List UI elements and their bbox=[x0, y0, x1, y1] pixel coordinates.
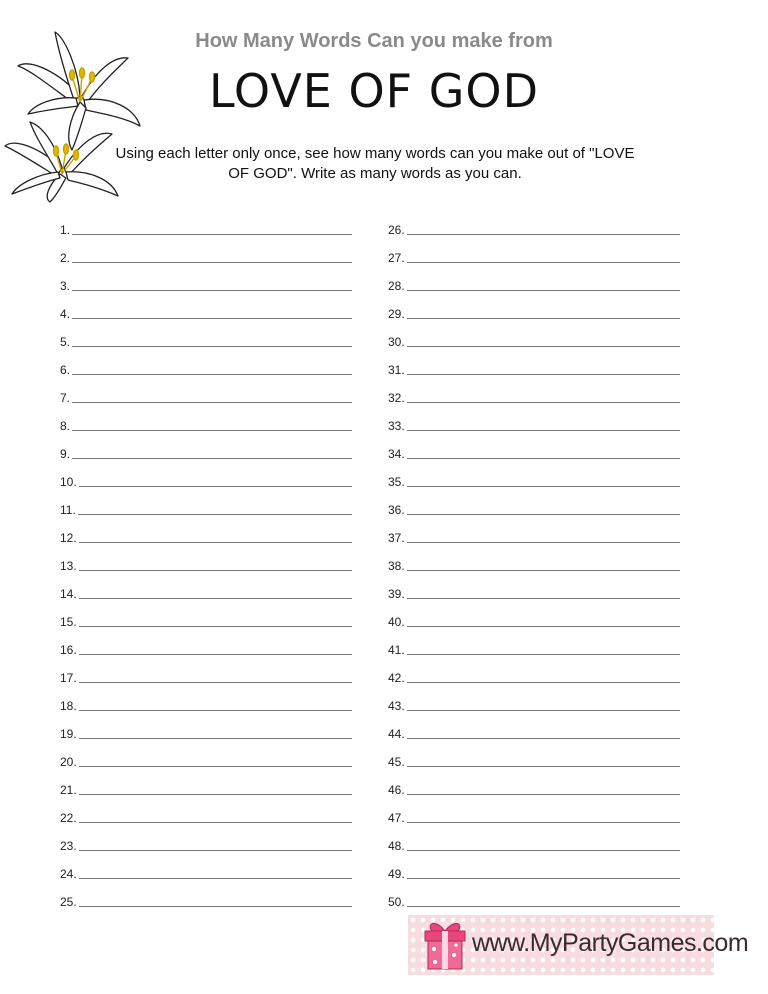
answer-number: 4. bbox=[60, 307, 71, 321]
answer-line[interactable] bbox=[79, 737, 352, 739]
answer-line[interactable] bbox=[407, 345, 680, 347]
answer-row bbox=[388, 406, 680, 434]
answer-number: 6. bbox=[60, 363, 71, 377]
answer-line[interactable] bbox=[79, 681, 352, 683]
answer-line[interactable] bbox=[407, 905, 680, 907]
answer-number: 12. bbox=[60, 531, 77, 545]
answer-line[interactable] bbox=[407, 541, 680, 543]
answer-number: 17. bbox=[60, 671, 77, 685]
answer-line[interactable] bbox=[407, 653, 680, 655]
answer-number: 37. bbox=[388, 531, 405, 545]
answer-row bbox=[388, 490, 680, 518]
answer-line[interactable] bbox=[407, 569, 680, 571]
answer-number: 47. bbox=[388, 811, 405, 825]
answer-number: 19. bbox=[60, 727, 77, 741]
answer-row bbox=[388, 462, 680, 490]
page-title: LOVE OF GOD bbox=[208, 64, 540, 118]
answer-row bbox=[388, 658, 680, 686]
answer-line[interactable] bbox=[407, 429, 680, 431]
answer-row bbox=[388, 854, 680, 882]
answer-line[interactable] bbox=[79, 597, 352, 599]
answer-row bbox=[60, 798, 352, 826]
answer-number: 1. bbox=[60, 223, 71, 237]
answer-row bbox=[60, 294, 352, 322]
answer-row bbox=[388, 574, 680, 602]
answer-number: 31. bbox=[388, 363, 405, 377]
answer-line[interactable] bbox=[79, 849, 352, 851]
answer-number: 45. bbox=[388, 755, 405, 769]
answer-number: 27. bbox=[388, 251, 405, 265]
answer-number: 46. bbox=[388, 783, 405, 797]
answer-number: 39. bbox=[388, 587, 405, 601]
answer-number: 8. bbox=[60, 419, 71, 433]
answer-number: 9. bbox=[60, 447, 71, 461]
answer-line[interactable] bbox=[407, 457, 680, 459]
answer-row bbox=[388, 602, 680, 630]
answer-row bbox=[388, 770, 680, 798]
answer-number: 25. bbox=[60, 895, 77, 909]
answer-row bbox=[388, 686, 680, 714]
answer-line[interactable] bbox=[78, 513, 352, 515]
answer-line[interactable] bbox=[79, 821, 352, 823]
answer-row bbox=[60, 434, 352, 462]
answer-line[interactable] bbox=[407, 373, 680, 375]
answer-row bbox=[388, 322, 680, 350]
answer-row bbox=[388, 378, 680, 406]
answer-line[interactable] bbox=[79, 877, 352, 879]
answer-line[interactable] bbox=[407, 765, 680, 767]
answer-line[interactable] bbox=[79, 765, 352, 767]
answer-line[interactable] bbox=[407, 261, 680, 263]
answer-line[interactable] bbox=[407, 681, 680, 683]
answer-row bbox=[60, 518, 352, 546]
answer-line[interactable] bbox=[407, 849, 680, 851]
page-heading: How Many Words Can you make from bbox=[195, 30, 553, 52]
answer-row bbox=[60, 406, 352, 434]
answer-row bbox=[60, 686, 352, 714]
answer-row bbox=[60, 574, 352, 602]
answer-line[interactable] bbox=[72, 233, 352, 235]
answer-line[interactable] bbox=[79, 485, 352, 487]
answer-row bbox=[60, 826, 352, 854]
answer-row bbox=[60, 630, 352, 658]
answer-number: 10. bbox=[60, 475, 77, 489]
answer-line[interactable] bbox=[72, 429, 352, 431]
answer-line[interactable] bbox=[79, 793, 352, 795]
answer-row bbox=[388, 238, 680, 266]
answer-row bbox=[60, 350, 352, 378]
answer-line[interactable] bbox=[72, 317, 352, 319]
answer-number: 18. bbox=[60, 699, 77, 713]
gift-box-icon bbox=[420, 917, 470, 973]
answer-number: 35. bbox=[388, 475, 405, 489]
instructions-text: Using each letter only once, see how many words can you make out of "LOVE OF GOD". Write as many words as you can. bbox=[115, 145, 635, 182]
answer-number: 41. bbox=[388, 643, 405, 657]
answer-number: 13. bbox=[60, 559, 77, 573]
answer-number: 36. bbox=[388, 503, 405, 517]
answer-number: 43. bbox=[388, 699, 405, 713]
answer-line[interactable] bbox=[407, 513, 680, 515]
answer-line[interactable] bbox=[79, 569, 352, 571]
answer-number: 34. bbox=[388, 447, 405, 461]
answer-line[interactable] bbox=[72, 261, 352, 263]
answer-row bbox=[388, 882, 680, 910]
answer-line[interactable] bbox=[407, 737, 680, 739]
answer-row bbox=[60, 658, 352, 686]
answer-row bbox=[60, 770, 352, 798]
answer-line[interactable] bbox=[72, 457, 352, 459]
answer-number: 24. bbox=[60, 867, 77, 881]
answer-line[interactable] bbox=[407, 485, 680, 487]
answer-row bbox=[388, 518, 680, 546]
answer-line[interactable] bbox=[407, 289, 680, 291]
answer-column-left bbox=[60, 210, 352, 910]
answer-number: 30. bbox=[388, 335, 405, 349]
answer-line[interactable] bbox=[79, 541, 352, 543]
answer-line[interactable] bbox=[79, 653, 352, 655]
answer-column-right bbox=[388, 210, 680, 910]
answer-number: 5. bbox=[60, 335, 71, 349]
answer-line[interactable] bbox=[407, 625, 680, 627]
answer-line[interactable] bbox=[407, 401, 680, 403]
answer-line[interactable] bbox=[79, 709, 352, 711]
answer-number: 42. bbox=[388, 671, 405, 685]
answer-row bbox=[60, 602, 352, 630]
answer-row bbox=[60, 462, 352, 490]
answer-row bbox=[388, 630, 680, 658]
answer-row bbox=[60, 238, 352, 266]
website-link[interactable]: www.MyPartyGames.com bbox=[472, 929, 749, 957]
answer-row bbox=[60, 854, 352, 882]
answer-line[interactable] bbox=[407, 233, 680, 235]
answer-number: 28. bbox=[388, 279, 405, 293]
answer-number: 50. bbox=[388, 895, 405, 909]
answer-row bbox=[388, 714, 680, 742]
answer-number: 32. bbox=[388, 391, 405, 405]
answer-row bbox=[60, 546, 352, 574]
answer-row bbox=[60, 490, 352, 518]
answer-number: 33. bbox=[388, 419, 405, 433]
answer-line[interactable] bbox=[72, 373, 352, 375]
answer-line[interactable] bbox=[407, 597, 680, 599]
answer-line[interactable] bbox=[407, 317, 680, 319]
answer-line[interactable] bbox=[407, 877, 680, 879]
answer-row bbox=[388, 434, 680, 462]
answer-row bbox=[60, 210, 352, 238]
answer-number: 22. bbox=[60, 811, 77, 825]
answer-row bbox=[388, 210, 680, 238]
answer-row bbox=[388, 826, 680, 854]
answer-number: 23. bbox=[60, 839, 77, 853]
answer-line[interactable] bbox=[72, 345, 352, 347]
answer-number: 49. bbox=[388, 867, 405, 881]
answer-line[interactable] bbox=[407, 709, 680, 711]
answer-number: 20. bbox=[60, 755, 77, 769]
answer-row bbox=[388, 294, 680, 322]
answer-number: 29. bbox=[388, 307, 405, 321]
answer-row bbox=[60, 714, 352, 742]
answer-row bbox=[388, 546, 680, 574]
answer-number: 11. bbox=[60, 503, 76, 517]
answer-number: 21. bbox=[60, 783, 77, 797]
answer-number: 7. bbox=[60, 391, 71, 405]
answer-number: 15. bbox=[60, 615, 77, 629]
answer-line[interactable] bbox=[79, 625, 352, 627]
answer-line[interactable] bbox=[407, 793, 680, 795]
answer-line[interactable] bbox=[79, 905, 352, 907]
answer-number: 14. bbox=[60, 587, 77, 601]
answer-number: 26. bbox=[388, 223, 405, 237]
answer-row bbox=[60, 378, 352, 406]
answer-number: 48. bbox=[388, 839, 405, 853]
answer-number: 16. bbox=[60, 643, 77, 657]
answer-row bbox=[60, 322, 352, 350]
answer-number: 40. bbox=[388, 615, 405, 629]
footer-banner bbox=[408, 915, 749, 975]
answer-number: 3. bbox=[60, 279, 71, 293]
answer-line[interactable] bbox=[72, 401, 352, 403]
answer-row bbox=[60, 742, 352, 770]
answer-row bbox=[388, 266, 680, 294]
answer-line[interactable] bbox=[72, 289, 352, 291]
answer-number: 2. bbox=[60, 251, 71, 265]
answer-row bbox=[60, 266, 352, 294]
answer-line[interactable] bbox=[407, 821, 680, 823]
answer-row bbox=[388, 798, 680, 826]
answer-number: 38. bbox=[388, 559, 405, 573]
answer-row bbox=[388, 742, 680, 770]
answer-row bbox=[388, 350, 680, 378]
answer-row bbox=[60, 882, 352, 910]
answer-number: 44. bbox=[388, 727, 405, 741]
